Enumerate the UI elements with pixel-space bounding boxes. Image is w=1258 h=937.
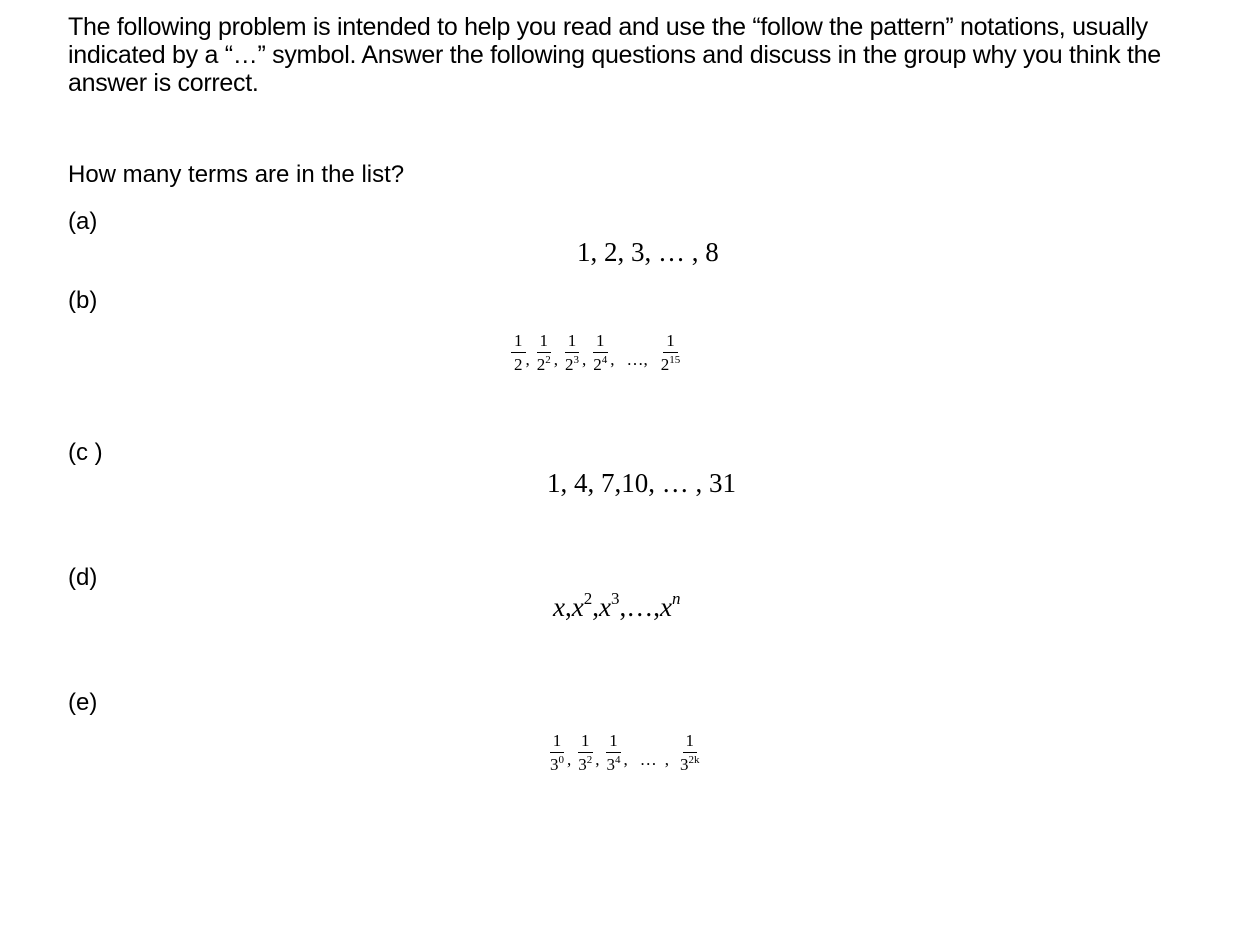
part-b-fraction [511, 331, 526, 374]
variable: x [598, 592, 611, 622]
part-b-fraction [534, 331, 554, 374]
part-b-label: (b) [68, 287, 98, 314]
variable: x [571, 592, 584, 622]
comma: , [592, 592, 599, 622]
base: 3 [606, 755, 615, 774]
part-c-expression: 1, 4, 7,10, … , 31 [547, 468, 736, 498]
comma: , [664, 749, 669, 769]
denominator [547, 753, 567, 774]
part-c-label: (c ) [68, 439, 103, 466]
comma: , [595, 749, 600, 769]
exponent: 0 [558, 754, 564, 766]
exponent: n [671, 589, 681, 608]
numerator: 1 [663, 331, 678, 353]
exponent: 4 [615, 754, 621, 766]
base: 2 [565, 355, 574, 374]
part-e-fraction [604, 731, 624, 774]
ellipsis: …, [626, 349, 648, 369]
numerator: 1 [578, 731, 593, 753]
comma: , [653, 592, 660, 622]
numerator: 1 [550, 731, 565, 753]
denominator [562, 353, 582, 374]
denominator [658, 353, 684, 374]
part-b-fraction [562, 331, 582, 374]
comma: , [619, 592, 627, 622]
part-e-fraction [547, 731, 567, 774]
numerator: 1 [593, 331, 608, 353]
exponent: 2 [545, 354, 551, 366]
part-e-label: (e) [68, 689, 98, 716]
numerator: 1 [683, 731, 698, 753]
part-b-fraction [590, 331, 610, 374]
part-a-expression: 1, 2, 3, … , 8 [577, 237, 719, 267]
exponent: 2 [586, 754, 593, 766]
numerator: 1 [565, 331, 580, 353]
comma: , [525, 349, 530, 369]
base: 2 [660, 355, 670, 374]
comma: , [582, 349, 587, 369]
denominator [575, 753, 595, 774]
base: 2 [514, 355, 523, 374]
base: 3 [680, 755, 689, 774]
part-e-fraction [575, 731, 595, 774]
variable: x [659, 592, 672, 622]
ellipsis: … [626, 592, 654, 622]
exponent: 15 [669, 354, 681, 366]
base: 2 [593, 355, 602, 374]
exponent: 3 [610, 589, 620, 608]
base: 2 [536, 355, 546, 374]
denominator [590, 353, 610, 374]
instructions-text: The following problem is intended to help you read and use the “follow the pattern” notations, usually indicated by a “…” symbol. Answer the following questions and discuss in the group why you think the answer is correct. [68, 13, 1161, 97]
base: 3 [578, 755, 587, 774]
denominator [677, 753, 703, 774]
comma: , [623, 749, 628, 769]
exponent: 4 [601, 354, 608, 366]
numerator: 1 [606, 731, 621, 753]
comma: , [553, 349, 558, 369]
part-b-expression [511, 331, 683, 374]
part-e-fraction [677, 731, 703, 774]
comma: , [564, 592, 572, 622]
exponent: 3 [573, 354, 579, 366]
comma: , [610, 349, 615, 369]
part-d-expression [553, 591, 680, 623]
part-d-label: (d) [68, 564, 98, 591]
question-text: How many terms are in the list? [68, 161, 405, 188]
numerator: 1 [537, 331, 552, 353]
exponent: 2k [688, 754, 700, 766]
denominator [534, 353, 554, 374]
numerator: 1 [511, 331, 526, 353]
ellipsis: … [639, 749, 657, 769]
exponent: 2 [583, 589, 593, 608]
part-b-fraction [658, 331, 684, 374]
base: 3 [550, 755, 559, 774]
part-a-label: (a) [68, 208, 98, 235]
part-e-expression [547, 731, 703, 774]
comma: , [567, 749, 572, 769]
variable: x [553, 592, 565, 622]
denominator [604, 753, 624, 774]
denominator [511, 353, 526, 374]
